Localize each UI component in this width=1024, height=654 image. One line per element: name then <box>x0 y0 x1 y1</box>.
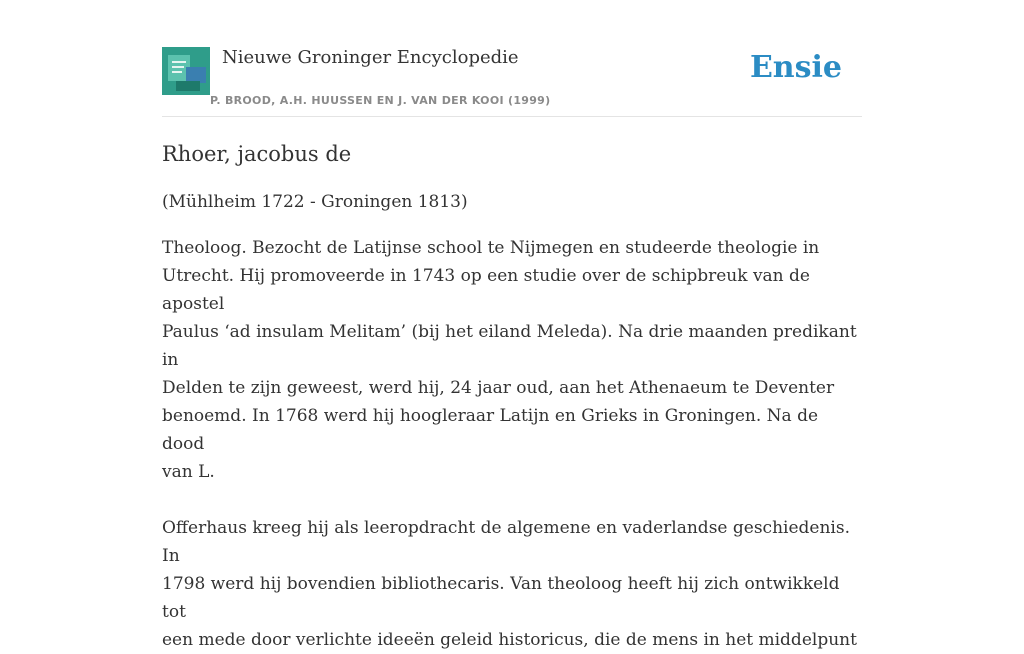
book-header <box>162 44 862 117</box>
ensie-logo-link[interactable]: Ensie <box>749 50 842 85</box>
book-title[interactable]: Nieuwe Groninger Encyclopedie <box>222 47 519 68</box>
book-authors: P. BROOD, A.H. HUUSSEN EN J. VAN DER KOOI (1999) <box>210 94 551 107</box>
entry-title: Rhoer, jacobus de <box>162 142 352 166</box>
book-cover-icon[interactable] <box>162 47 210 95</box>
entry-subtitle: (Mühlheim 1722 - Groningen 1813) <box>162 192 468 212</box>
article-paragraph: Offerhaus kreeg hij als leeropdracht de algemene en vaderlandse geschiedenis. In 1798 werd hij bovendien bibliothecaris. Van theoloog heeft hij zich ontwikkeld tot een mede door verlichte ideeën geleid historicus, die de mens in het middelpunt <box>162 518 857 650</box>
article-paragraph: Theoloog. Bezocht de Latijnse school te Nijmegen en studeerde theologie in Utrecht. Hij promoveerde in 1743 op een studie over de schipbreuk van de apostel Paulus ‘ad insulam Melitam’ (bij het eiland Meleda). Na drie maanden predikant in Delden te zijn geweest, werd hij, 24 jaar oud, aan het Athenaeum te Deventer benoemd. In 1768 werd hij hoogleraar Latijn en Grieks in Groningen. Na de dood van L. <box>162 238 857 482</box>
article <box>162 138 862 654</box>
